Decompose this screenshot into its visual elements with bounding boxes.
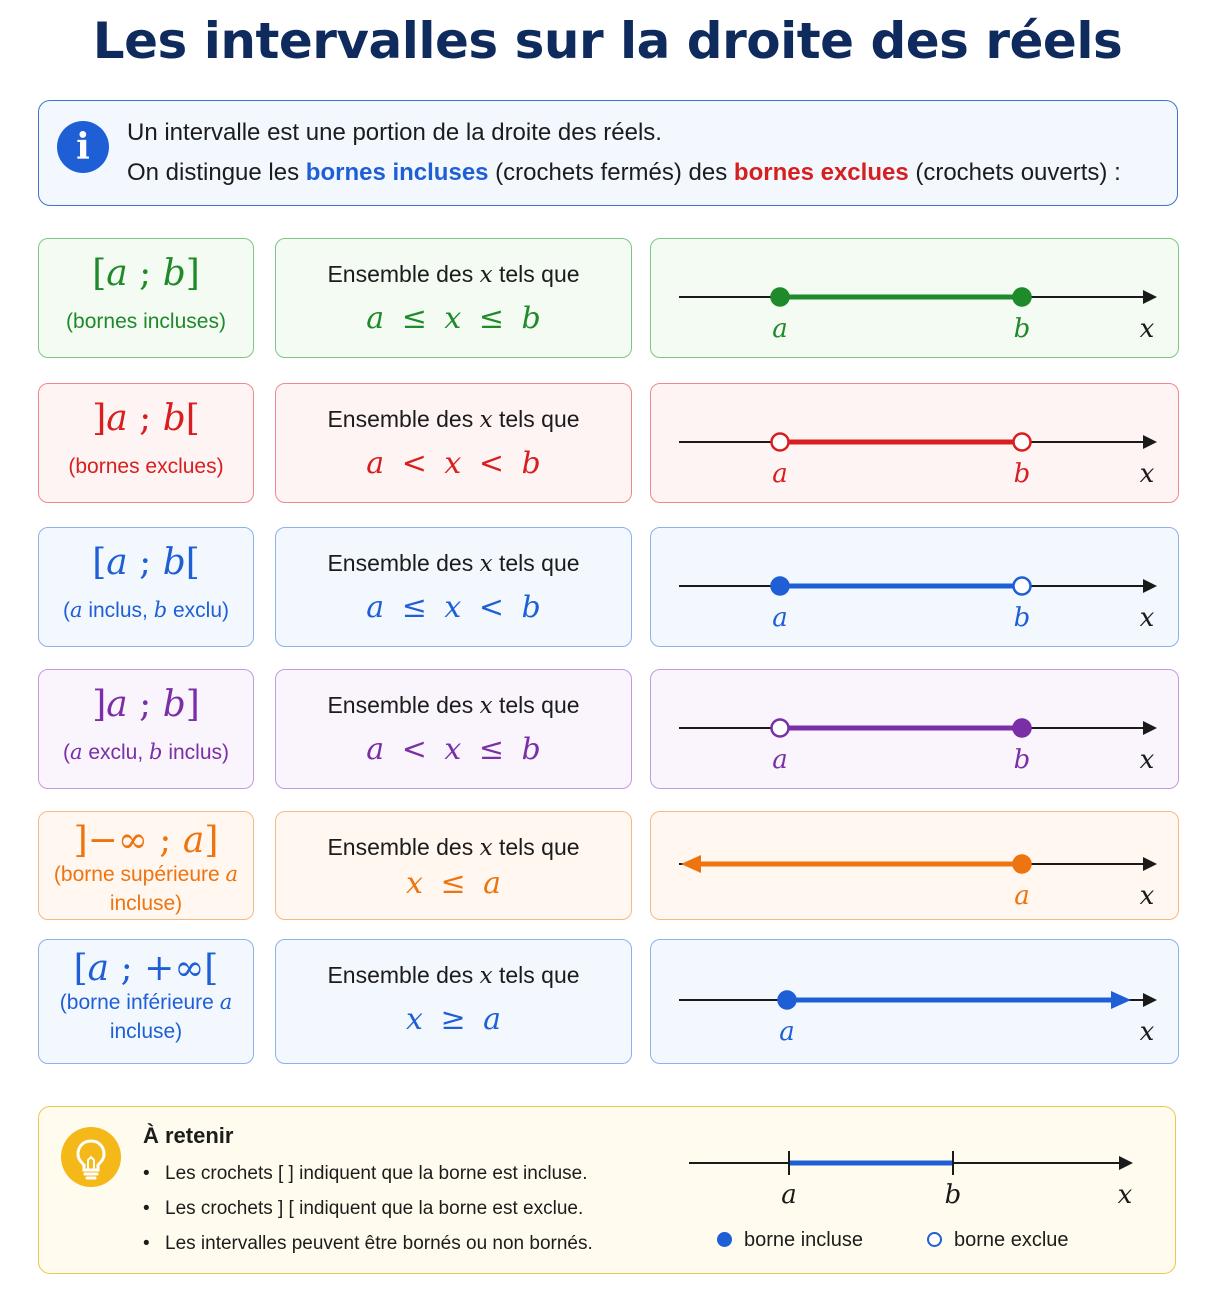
remember-bullet: • Les crochets ] [ indiquent que la borne est exclue. xyxy=(143,1194,593,1229)
interval-notation: ]−∞ ; a] xyxy=(73,820,219,861)
right-endpoint-label: a xyxy=(1014,881,1030,911)
notation-caption: (bornes incluses) xyxy=(66,310,226,333)
left-closed-endpoint xyxy=(779,992,796,1009)
right-endpoint-label: b xyxy=(1013,745,1031,775)
description-label xyxy=(276,550,631,577)
number-line-box xyxy=(650,669,1179,789)
description-prefix: Ensemble des xyxy=(327,406,480,432)
info-box xyxy=(38,100,1178,206)
arrowhead-icon xyxy=(1119,1156,1133,1170)
notation-box xyxy=(38,383,254,503)
number-line-box xyxy=(650,939,1179,1064)
description-label xyxy=(276,962,631,989)
left-endpoint-label: a xyxy=(779,1017,795,1047)
axis-variable-label: x xyxy=(1139,314,1155,344)
notation-caption: (bornes exclues) xyxy=(68,455,224,478)
right-open-endpoint xyxy=(1014,434,1031,451)
axis-variable-label: x xyxy=(1139,745,1155,775)
notation-box xyxy=(38,527,254,647)
info-line-1: Un intervalle est une portion de la droite des réels. xyxy=(127,119,662,146)
number-line xyxy=(651,528,1180,648)
highlight-included: bornes incluses xyxy=(305,159,489,186)
description-variable: x xyxy=(479,835,493,861)
notation-caption: (a inclus, b exclu) xyxy=(62,598,230,622)
description-prefix: Ensemble des xyxy=(327,692,480,718)
left-open-endpoint xyxy=(772,434,789,451)
legend-included-label: borne incluse xyxy=(744,1229,863,1251)
right-open-endpoint xyxy=(1014,578,1031,595)
description-variable: x xyxy=(479,963,493,989)
description-box xyxy=(275,939,632,1064)
number-line-box xyxy=(650,383,1179,503)
number-line-box xyxy=(650,811,1179,920)
number-line xyxy=(651,812,1180,921)
description-box xyxy=(275,811,632,920)
interval-notation: ]a ; b[ xyxy=(92,398,200,439)
number-line xyxy=(651,239,1180,359)
arrowhead-icon xyxy=(1143,721,1157,735)
info-line-2-middle: (crochets fermés) des xyxy=(488,159,734,186)
interval-notation: [a ; +∞[ xyxy=(73,948,219,989)
axis-variable-label: x xyxy=(1139,1017,1155,1047)
info-line-2-start: On distingue les xyxy=(127,159,306,186)
info-line-2-end: (crochets ouverts) : xyxy=(908,159,1121,186)
description-box xyxy=(275,669,632,789)
description-suffix: tels que xyxy=(492,962,580,988)
inequality-formula: a ≤ x < b xyxy=(366,590,541,625)
inequality-formula: x ≤ a xyxy=(405,866,501,901)
left-closed-endpoint xyxy=(772,289,789,306)
arrowhead-icon xyxy=(1143,435,1157,449)
description-suffix: tels que xyxy=(492,261,580,287)
axis-label-x: x xyxy=(1117,1180,1133,1210)
description-label xyxy=(276,834,631,861)
arrowhead-icon xyxy=(1143,857,1157,871)
right-infinity-arrow-icon xyxy=(1111,991,1131,1009)
remember-title: À retenir xyxy=(143,1123,234,1148)
notation-caption: (a exclu, b inclus) xyxy=(62,740,230,764)
hollow-dot-icon xyxy=(927,1232,942,1247)
remember-bullet: • Les intervalles peuvent être bornés ou non bornés. xyxy=(143,1229,593,1264)
axis-variable-label: x xyxy=(1139,603,1155,633)
description-box xyxy=(275,383,632,503)
arrowhead-icon xyxy=(1143,579,1157,593)
inequality-formula: a ≤ x ≤ b xyxy=(366,301,541,336)
highlight-excluded: bornes exclues xyxy=(733,159,909,186)
left-endpoint-label: a xyxy=(772,745,788,775)
remember-box xyxy=(38,1106,1176,1274)
right-closed-endpoint xyxy=(1014,720,1031,737)
notation-box xyxy=(38,811,254,920)
description-suffix: tels que xyxy=(492,550,580,576)
legend-excluded-label: borne exclue xyxy=(954,1229,1069,1251)
inequality-formula: a < x < b xyxy=(366,446,541,481)
description-variable: x xyxy=(479,551,493,577)
number-line-box xyxy=(650,238,1179,358)
description-variable: x xyxy=(479,262,493,288)
description-prefix: Ensemble des xyxy=(327,261,480,287)
number-line xyxy=(651,670,1180,790)
notation-box xyxy=(38,238,254,358)
description-box xyxy=(275,527,632,647)
info-icon: i xyxy=(57,121,109,173)
right-endpoint-label: b xyxy=(1013,314,1031,344)
remember-bullet: • Les crochets [ ] indiquent que la borne est incluse. xyxy=(143,1159,593,1194)
page-title: Les intervalles sur la droite des réels xyxy=(92,12,1123,70)
axis-label-b: b xyxy=(944,1180,962,1210)
right-endpoint-label: b xyxy=(1013,603,1031,633)
description-suffix: tels que xyxy=(492,406,580,432)
description-label xyxy=(276,261,631,288)
interval-notation: [a ; b] xyxy=(92,253,200,294)
left-infinity-arrow-icon xyxy=(681,855,701,873)
arrowhead-icon xyxy=(1143,290,1157,304)
left-endpoint-label: a xyxy=(772,459,788,489)
filled-dot-icon xyxy=(717,1232,732,1247)
notation-caption: (borne supérieure a incluse) xyxy=(53,862,239,915)
number-line xyxy=(651,940,1180,1065)
description-label xyxy=(276,406,631,433)
left-endpoint-label: a xyxy=(772,603,788,633)
right-endpoint-label: b xyxy=(1013,459,1031,489)
description-variable: x xyxy=(479,407,493,433)
number-line-box xyxy=(650,527,1179,647)
description-suffix: tels que xyxy=(492,834,580,860)
interval-notation: [a ; b[ xyxy=(92,542,200,583)
right-closed-endpoint xyxy=(1014,289,1031,306)
legend-included xyxy=(717,1229,863,1252)
description-prefix: Ensemble des xyxy=(327,550,480,576)
inequality-formula: a < x ≤ b xyxy=(366,732,541,767)
description-label xyxy=(276,692,631,719)
interval-notation: ]a ; b] xyxy=(92,684,200,725)
axis-variable-label: x xyxy=(1139,459,1155,489)
info-line-2 xyxy=(127,159,1121,187)
left-open-endpoint xyxy=(772,720,789,737)
description-prefix: Ensemble des xyxy=(327,962,480,988)
notation-caption: (borne inférieure a incluse) xyxy=(59,990,233,1043)
description-box xyxy=(275,238,632,358)
legend-excluded xyxy=(927,1229,1069,1252)
left-endpoint-label: a xyxy=(772,314,788,344)
description-variable: x xyxy=(479,693,493,719)
description-prefix: Ensemble des xyxy=(327,834,480,860)
arrowhead-icon xyxy=(1143,993,1157,1007)
inequality-formula: x ≥ a xyxy=(405,1002,501,1037)
notation-box xyxy=(38,939,254,1064)
number-line xyxy=(651,384,1180,504)
notation-box xyxy=(38,669,254,789)
left-closed-endpoint xyxy=(772,578,789,595)
axis-label-a: a xyxy=(781,1180,797,1210)
description-suffix: tels que xyxy=(492,692,580,718)
right-closed-endpoint xyxy=(1014,856,1031,873)
axis-variable-label: x xyxy=(1139,881,1155,911)
